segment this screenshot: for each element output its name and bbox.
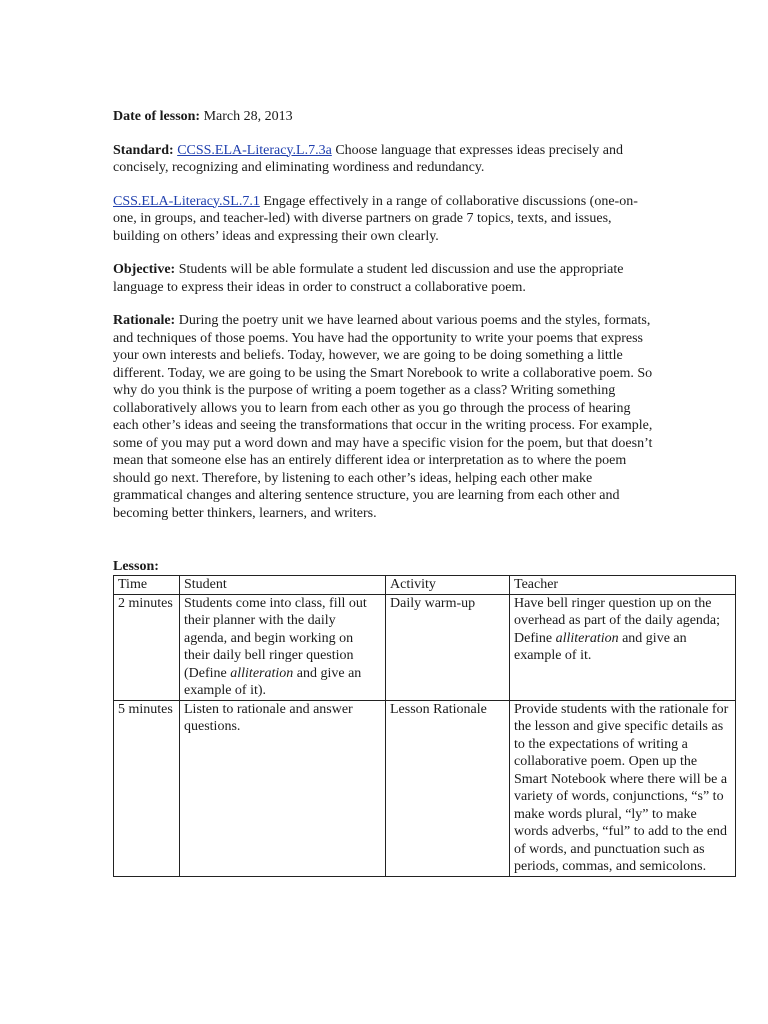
cell-student: Listen to rationale and answer questions. bbox=[180, 700, 386, 876]
cell-teacher-text-end: and give an example of it. bbox=[514, 630, 687, 663]
date-value: March 28, 2013 bbox=[203, 109, 293, 124]
table-row bbox=[114, 700, 736, 876]
rationale-label: Rationale: bbox=[113, 313, 176, 328]
table-header-row bbox=[114, 576, 736, 595]
standard-text-2: Engage effectively in a range of collaborative discussions (one-on-one, in groups, and teacher-led) with diverse partners on grade 7 topics, texts, and issues, building on others’ ideas and expressing their own clearly. bbox=[113, 193, 638, 244]
cell-student-text-end: and give an example of it). bbox=[184, 665, 362, 698]
document-body bbox=[113, 108, 658, 538]
header-student: Student bbox=[180, 576, 386, 595]
header-time: Time bbox=[114, 576, 180, 595]
standard-paragraph-2 bbox=[113, 193, 658, 246]
header-activity: Activity bbox=[386, 576, 510, 595]
objective-paragraph bbox=[113, 261, 658, 296]
standard-link-sl71[interactable]: CSS.ELA-Literacy.SL.7.1 bbox=[113, 193, 260, 209]
standard-link-l73a[interactable]: CCSS.ELA-Literacy.L.7.3a bbox=[177, 142, 332, 158]
cell-activity: Daily warm-up bbox=[386, 594, 510, 700]
lesson-label: Lesson: bbox=[113, 559, 159, 574]
cell-activity: Lesson Rationale bbox=[386, 700, 510, 876]
lesson-table bbox=[113, 575, 736, 877]
table-row bbox=[114, 594, 736, 700]
date-label: Date of lesson: bbox=[113, 109, 201, 124]
rationale-text: During the poetry unit we have learned about various poems and the styles, formats, and techniques of those poems. You have had the opportunity to write your poems that express your own interests and beliefs. Today, however, we are going to be doing something a little different. Today, we are going to be using the Smart Norebook to write a collaborative poem. So why do you think is the purpose of writing a poem together as a class? Writing something collaboratively allows you to learn from each other as you go through the process of hearing each other’s ideas and seeing the transformations that occur in the writing process. For example, some of you may put a word down and may have a specific vision for the poem, but that doesn’t mean that someone else has an entirely different idea or interpretation as to where the poem should go next. Therefore, by listening to each other’s ideas, helping each other make grammatical changes and altering sentence structure, you are learning from each other and becoming better thinkers, learners, and writers. bbox=[113, 313, 653, 521]
standard-paragraph bbox=[113, 142, 658, 177]
rationale-paragraph bbox=[113, 312, 658, 522]
cell-time: 5 minutes bbox=[114, 700, 180, 876]
cell-teacher: Provide students with the rationale for the lesson and give specific details as to the expectations of writing a collaborative poem. Open up the Smart Notebook where there will be a variety of words, conjunctions, “s” to make words plural, “ly” to make words adverbs, “ful” to add to the end of words, and punctuation such as periods, commas, and semicolons. bbox=[510, 700, 736, 876]
objective-label: Objective: bbox=[113, 262, 176, 277]
standard-label: Standard: bbox=[113, 142, 174, 158]
cell-teacher-emphasis: alliteration bbox=[555, 630, 619, 646]
date-line bbox=[113, 108, 658, 126]
cell-teacher-text: Have bell ringer question up on the overhead as part of the daily agenda; Define bbox=[514, 595, 721, 646]
cell-student bbox=[180, 594, 386, 700]
cell-time: 2 minutes bbox=[114, 594, 180, 700]
objective-text: Students will be able formulate a student led discussion and use the appropriate language to express their ideas in order to construct a collaborative poem. bbox=[113, 262, 624, 295]
cell-student-emphasis: alliteration bbox=[230, 665, 294, 681]
header-teacher: Teacher bbox=[510, 576, 736, 595]
standard-text-1: Choose language that expresses ideas precisely and concisely, recognizing and eliminating wordiness and redundancy. bbox=[113, 142, 623, 175]
cell-student-text: Students come into class, fill out their planner with the daily agenda, and begin working on their daily bell ringer question (Define bbox=[184, 595, 367, 681]
cell-teacher bbox=[510, 594, 736, 700]
